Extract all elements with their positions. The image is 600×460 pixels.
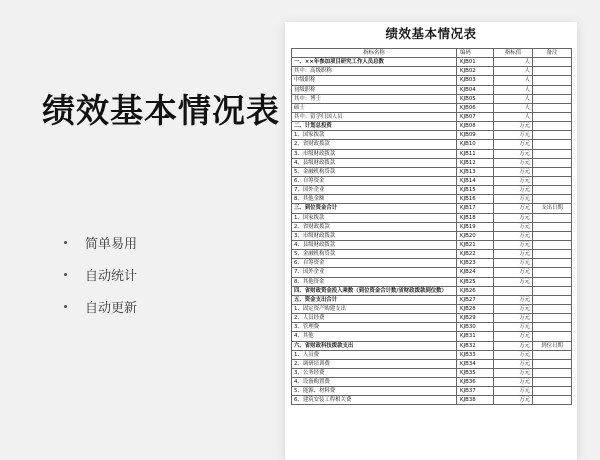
note-cell (533, 350, 572, 359)
note-cell (533, 250, 572, 259)
table-row (292, 304, 572, 313)
note-cell (533, 332, 572, 341)
note-cell (533, 259, 572, 268)
indicator-name-cell: 硕士 (292, 103, 457, 112)
header-cell: 指标名称 (292, 49, 457, 58)
feature-item (64, 298, 137, 314)
note-cell (533, 112, 572, 121)
indicator-name-cell: 6、自筹资金 (292, 176, 457, 185)
note-cell (533, 195, 572, 204)
note-cell (533, 314, 572, 323)
note-cell (533, 213, 572, 222)
code-cell: KJB25 (457, 277, 494, 286)
value-cell: 万元 (494, 204, 533, 213)
code-cell: KJB38 (457, 396, 494, 405)
code-cell: KJB19 (457, 222, 494, 231)
indicator-name-cell: 6、建筑安装工程相关费 (292, 396, 457, 405)
value-cell: 人 (494, 85, 533, 94)
note-cell (533, 158, 572, 167)
indicator-name-cell: 1、固定资产购建支出 (292, 304, 457, 313)
code-cell: KJB11 (457, 149, 494, 158)
value-cell: 万元 (494, 387, 533, 396)
indicator-name-cell: 1、国家拨款 (292, 131, 457, 140)
note-cell (533, 94, 572, 103)
note-cell (533, 222, 572, 231)
table-row (292, 295, 572, 304)
indicator-name-cell: 其中：博士 (292, 94, 457, 103)
code-cell: KJB23 (457, 259, 494, 268)
code-cell: KJB37 (457, 387, 494, 396)
value-cell: 万元 (494, 140, 533, 149)
value-cell: 人 (494, 103, 533, 112)
code-cell: KJB06 (457, 103, 494, 112)
table-row (292, 277, 572, 286)
feature-item (64, 234, 137, 250)
value-cell: 万元 (494, 186, 533, 195)
header-cell: 备注 (533, 49, 572, 58)
table-row (292, 94, 572, 103)
table-row (292, 240, 572, 249)
table-row (292, 176, 572, 185)
bullet-dot-icon (64, 273, 67, 276)
code-cell: KJB08 (457, 122, 494, 131)
table-row (292, 378, 572, 387)
table-row (292, 259, 572, 268)
table-row (292, 222, 572, 231)
value-cell: 万元 (494, 240, 533, 249)
table-row (292, 76, 572, 85)
value-cell: 万元 (494, 158, 533, 167)
value-cell: 万元 (494, 396, 533, 405)
value-cell: 万元 (494, 368, 533, 377)
table-row (292, 250, 572, 259)
indicator-name-cell: 2、省财政拨款 (292, 140, 457, 149)
code-cell: KJB27 (457, 295, 494, 304)
code-cell: KJB30 (457, 323, 494, 332)
code-cell: KJB04 (457, 85, 494, 94)
code-cell: KJB14 (457, 176, 494, 185)
indicator-name-cell: 1、国家拨款 (292, 213, 457, 222)
indicator-name-cell: 初级职称 (292, 85, 457, 94)
code-cell: KJB02 (457, 67, 494, 76)
indicator-name-cell: 二、计划总投资 (292, 122, 457, 131)
feature-item (64, 266, 137, 282)
note-cell (533, 176, 572, 185)
indicator-name-cell: 3、管理费 (292, 323, 457, 332)
note-cell (533, 368, 572, 377)
table-row (292, 112, 572, 121)
value-cell: 万元 (494, 350, 533, 359)
table-row (292, 231, 572, 240)
value-cell: 万元 (494, 149, 533, 158)
value-cell: 人 (494, 67, 533, 76)
table-row (292, 268, 572, 277)
indicator-name-cell: 5、金融机构贷款 (292, 250, 457, 259)
table-row (292, 204, 572, 213)
indicator-name-cell: 4、县级财政拨款 (292, 240, 457, 249)
value-cell: 万元 (494, 323, 533, 332)
indicator-name-cell: 2、人员经费 (292, 314, 457, 323)
value-cell: 万元 (494, 359, 533, 368)
indicator-name-cell: 中级职称 (292, 76, 457, 85)
table-row (292, 396, 572, 405)
value-cell: 万元 (494, 332, 533, 341)
value-cell: 万元 (494, 195, 533, 204)
value-cell: 万元 (494, 277, 533, 286)
code-cell: KJB32 (457, 341, 494, 350)
table-row (292, 85, 572, 94)
note-cell (533, 231, 572, 240)
indicator-name-cell: 7、国外企业 (292, 186, 457, 195)
header-cell: 编码 (457, 49, 494, 58)
code-cell: KJB07 (457, 112, 494, 121)
note-cell (533, 76, 572, 85)
table-row (292, 359, 572, 368)
code-cell: KJB17 (457, 204, 494, 213)
table-row (292, 140, 572, 149)
table-row (292, 58, 572, 67)
table-row (292, 103, 572, 112)
code-cell: KJB10 (457, 140, 494, 149)
code-cell: KJB31 (457, 332, 494, 341)
table-row (292, 167, 572, 176)
note-cell (533, 387, 572, 396)
indicator-name-cell: 8、其他金额 (292, 195, 457, 204)
value-cell: 万元 (494, 222, 533, 231)
value-cell: 万元 (494, 304, 533, 313)
feature-label: 简单易用 (85, 236, 138, 252)
indicator-name-cell: 3、公务经费 (292, 368, 457, 377)
value-cell: 万元 (494, 259, 533, 268)
note-cell (533, 396, 572, 405)
code-cell: KJB33 (457, 350, 494, 359)
performance-table (291, 48, 572, 405)
value-cell: 万元 (494, 122, 533, 131)
value-cell: 万元 (494, 231, 533, 240)
value-cell (494, 286, 533, 295)
table-row (292, 341, 572, 350)
note-cell (533, 277, 572, 286)
note-cell (533, 295, 572, 304)
note-cell (533, 304, 572, 313)
value-cell: 万元 (494, 176, 533, 185)
spreadsheet-preview (285, 22, 577, 460)
indicator-name-cell: 5、金融机构贷款 (292, 167, 457, 176)
value-cell: 万元 (494, 314, 533, 323)
feature-label: 自动更新 (85, 300, 138, 316)
note-cell (533, 122, 572, 131)
left-panel (0, 0, 280, 460)
table-row (292, 368, 572, 377)
indicator-name-cell: 三、到位资金合计 (292, 204, 457, 213)
code-cell: KJB36 (457, 378, 494, 387)
value-cell: 人 (494, 94, 533, 103)
indicator-name-cell: 六、省财政科技拨款支出 (292, 341, 457, 350)
note-cell (533, 268, 572, 277)
table-row (292, 286, 572, 295)
sheet-title: 绩效基本情况表 (385, 26, 477, 41)
value-cell: 人 (494, 76, 533, 85)
code-cell: KJB03 (457, 76, 494, 85)
code-cell: KJB18 (457, 213, 494, 222)
code-cell: KJB16 (457, 195, 494, 204)
value-cell: 万元 (494, 250, 533, 259)
table-row (292, 314, 572, 323)
value-cell: 万元 (494, 378, 533, 387)
indicator-name-cell: 四、省财政资金投入乘数（到位资金合计数/省财政拨款到位数） (292, 286, 457, 295)
code-cell: KJB09 (457, 131, 494, 140)
code-cell: KJB21 (457, 240, 494, 249)
code-cell: KJB15 (457, 186, 494, 195)
table-row (292, 387, 572, 396)
code-cell: KJB24 (457, 268, 494, 277)
table-row (292, 213, 572, 222)
note-cell (533, 85, 572, 94)
table-row (292, 332, 572, 341)
value-cell: 人 (494, 58, 533, 67)
indicator-name-cell: 其中：留学归国人员 (292, 112, 457, 121)
feature-list (64, 234, 137, 330)
table-row (292, 158, 572, 167)
note-cell (533, 58, 572, 67)
table-row (292, 195, 572, 204)
code-cell: KJB12 (457, 158, 494, 167)
feature-label: 自动统计 (85, 268, 138, 284)
note-cell (533, 323, 572, 332)
note-cell: 到位日期 (533, 341, 572, 350)
header-cell: 指标值 (494, 49, 533, 58)
page-title: 绩效基本情况表 (42, 91, 280, 130)
note-cell (533, 149, 572, 158)
note-cell (533, 186, 572, 195)
note-cell: 支出日期 (533, 204, 572, 213)
note-cell (533, 378, 572, 387)
indicator-name-cell: 1、人员费 (292, 350, 457, 359)
indicator-name-cell: 5、能源、材料费 (292, 387, 457, 396)
code-cell: KJB01 (457, 58, 494, 67)
indicator-name-cell: 4、县级财政拨款 (292, 158, 457, 167)
indicator-name-cell: 3、市级财政拨款 (292, 149, 457, 158)
table-row (292, 131, 572, 140)
value-cell: 万元 (494, 167, 533, 176)
note-cell (533, 167, 572, 176)
bullet-dot-icon (64, 305, 67, 308)
indicator-name-cell: 一、××年参加项目研究工作人员总数 (292, 58, 457, 67)
indicator-name-cell: 8、其他资金 (292, 277, 457, 286)
note-cell (533, 359, 572, 368)
note-cell (533, 67, 572, 76)
table-row (292, 323, 572, 332)
code-cell: KJB13 (457, 167, 494, 176)
indicator-name-cell: 7、国外企业 (292, 268, 457, 277)
code-cell: KJB05 (457, 94, 494, 103)
note-cell (533, 286, 572, 295)
bullet-dot-icon (64, 241, 67, 244)
indicator-name-cell: 2、省财政拨款 (292, 222, 457, 231)
note-cell (533, 103, 572, 112)
indicator-name-cell: 6、自筹资金 (292, 259, 457, 268)
table-row (292, 67, 572, 76)
code-cell: KJB35 (457, 368, 494, 377)
indicator-name-cell: 其中：高级职称 (292, 67, 457, 76)
table-header-row (292, 49, 572, 58)
code-cell: KJB34 (457, 359, 494, 368)
value-cell: 万元 (494, 131, 533, 140)
value-cell: 万元 (494, 341, 533, 350)
value-cell: 万元 (494, 268, 533, 277)
code-cell: KJB22 (457, 250, 494, 259)
table-row (292, 186, 572, 195)
code-cell: KJB29 (457, 314, 494, 323)
code-cell: KJB28 (457, 304, 494, 313)
indicator-name-cell: 五、资金支出合计 (292, 295, 457, 304)
table-row (292, 350, 572, 359)
table-row (292, 149, 572, 158)
note-cell (533, 131, 572, 140)
code-cell: KJB20 (457, 231, 494, 240)
indicator-name-cell: 3、市级财政拨款 (292, 231, 457, 240)
value-cell: 万元 (494, 213, 533, 222)
code-cell: KJB26 (457, 286, 494, 295)
value-cell: 万元 (494, 295, 533, 304)
value-cell: 人 (494, 112, 533, 121)
table-row (292, 122, 572, 131)
indicator-name-cell: 4、设备购置费 (292, 378, 457, 387)
indicator-name-cell: 4、其他 (292, 332, 457, 341)
note-cell (533, 140, 572, 149)
note-cell (533, 240, 572, 249)
indicator-name-cell: 2、调研培训费 (292, 359, 457, 368)
